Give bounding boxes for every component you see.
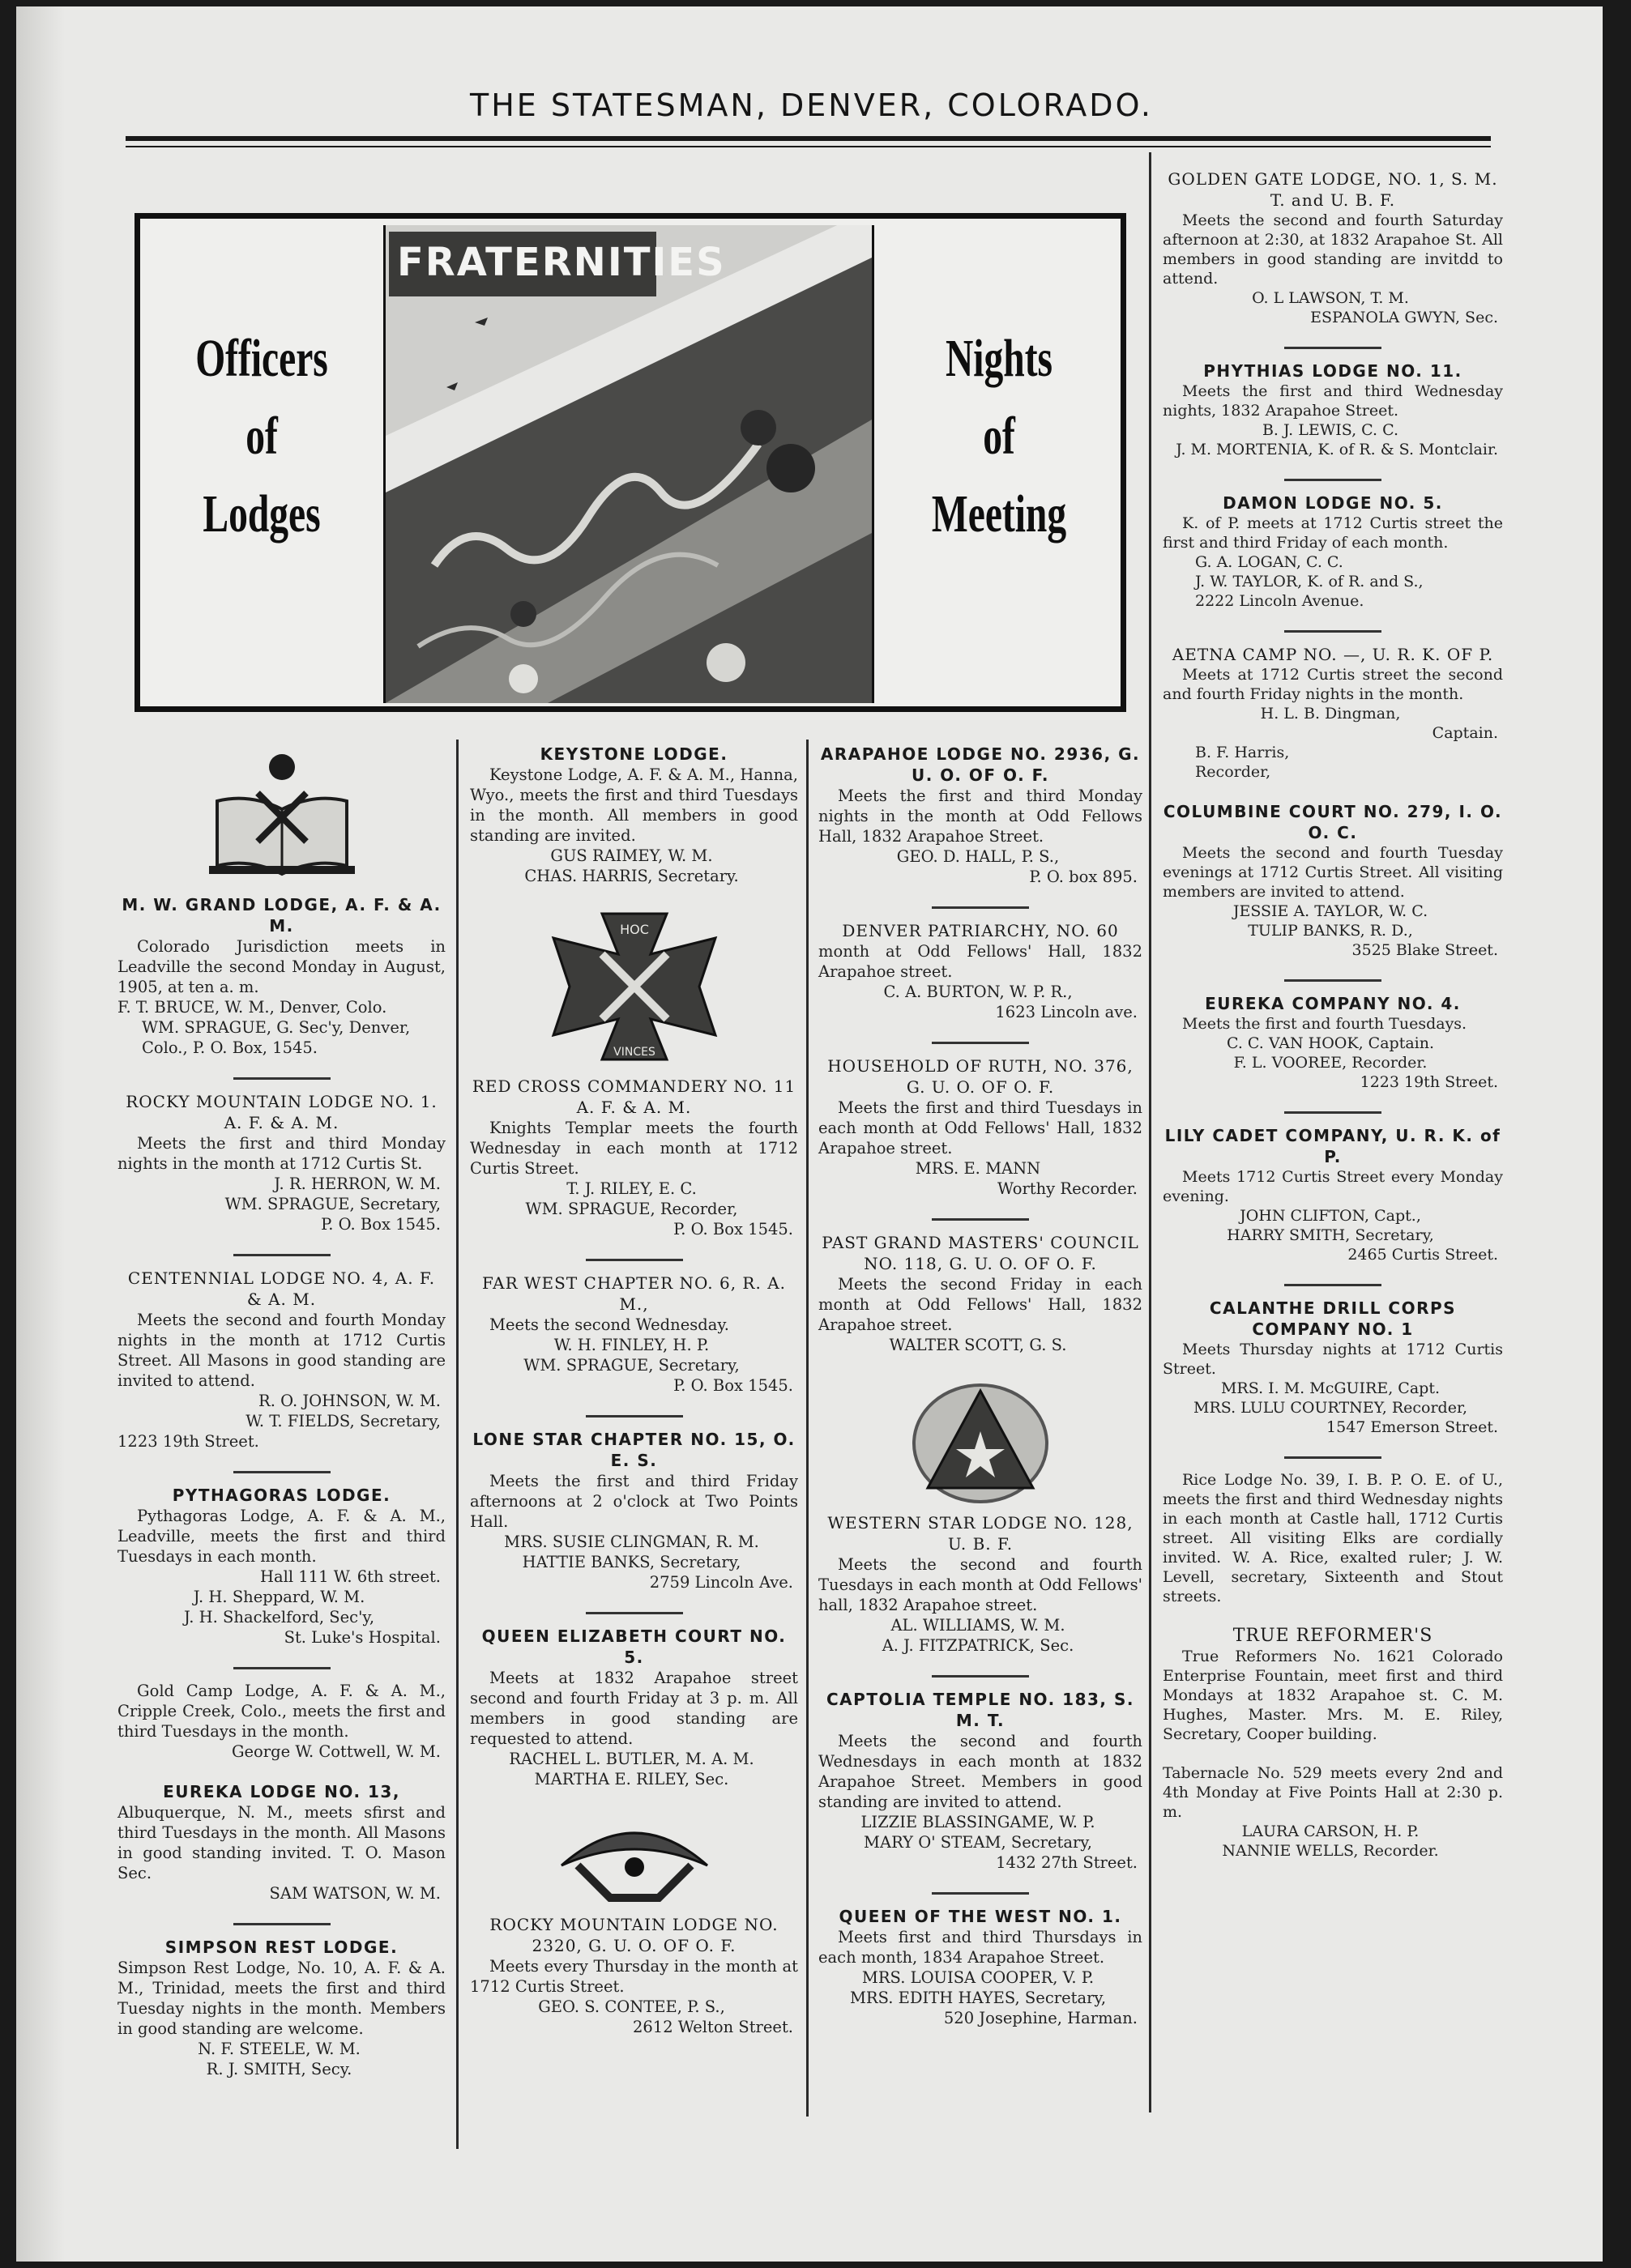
entry-queen-elizabeth-court: QUEEN ELIZABETH COURT NO. 5. Meets at 1832 Arapahoe street second and fourth Friday at 3 p. m. All members in good standing are requested to attend. RACHEL L. BUTLER, M. A. M. MARTHA E. RILEY, Sec. — [470, 1626, 798, 1788]
separator — [932, 1042, 1029, 1044]
column-3 — [818, 744, 1142, 2048]
entry-rice-lodge: Rice Lodge No. 39, I. B. P. O. E. of U., meets the first and third Wednesday nights in each month at Castle hall, 1712 Curtis street. All visiting Elks are cordially invited. W. A. Rice, exalted ruler; J. W. Levell, secretary, Sixteenth and Stout streets. — [1163, 1471, 1503, 1605]
column-2 — [470, 744, 798, 2057]
knights-templar-cross-emblem — [545, 906, 724, 1068]
svg-text:VINCES: VINCES — [613, 1046, 655, 1059]
entry-golden-gate-lodge: GOLDEN GATE LODGE, NO. 1, S. M. T. and U. B. F. Meets the second and fourth Saturday afternoon at 2:30, at 1832 Arapahoe St. All members in good standing are invitdd to attend. O. L LAWSON, T. M. ESPANOLA GWYN, Sec. — [1163, 169, 1503, 326]
entry-damon-lodge: DAMON LODGE NO. 5. K. of P. meets at 1712 Curtis street the first and third Friday of each month. G. A. LOGAN, C. C. J. W. TAYLOR, K. of R. and S., 2222 Lincoln Avenue. — [1163, 493, 1503, 610]
masonic-bible-emblem — [201, 744, 363, 886]
separator — [233, 1254, 331, 1256]
banner-left-text: Officers of Lodges — [195, 329, 328, 544]
entry-tabernacle: Tabernacle No. 529 meets every 2nd and 4th Monday at Five Points Hall at 2:30 p. m. LAURA CARSON, H. P. NANNIE WELLS, Recorder. — [1163, 1764, 1503, 1860]
separator — [586, 1415, 683, 1418]
entry-simpson-rest-lodge: SIMPSON REST LODGE. Simpson Rest Lodge, No. 10, A. F. & A. M., Trinidad, meets the first and third Tuesday nights in the month. Members in good standing are welcome. N. F. STEELE, W. M. R. J. SMITH, Secy. — [117, 1938, 446, 2078]
separator — [233, 1667, 331, 1669]
separator — [932, 1218, 1029, 1221]
separator — [932, 1892, 1029, 1895]
fraternities-banner — [134, 213, 1126, 712]
entry-eureka-company: EUREKA COMPANY NO. 4. Meets the first and fourth Tuesdays. C. C. VAN HOOK, Captain. F. L. VOOREE, Recorder. 1223 19th Street. — [1182, 994, 1498, 1091]
separator — [233, 1471, 331, 1473]
separator — [1284, 347, 1381, 349]
entry-keystone-lodge: KEYSTONE LODGE. Keystone Lodge, A. F. & A. M., Hanna, Wyo., meets the first and third Tuesdays in the month. All members in good standing are invited. GUS RAIMEY, W. M. CHAS. HARRIS, Secretary. — [470, 744, 798, 885]
entry-captolia-temple: CAPTOLIA TEMPLE NO. 183, S. M. T. Meets the second and fourth Wednesdays in each month at 1832 Arapahoe Street. Members in good standing are invited to attend. LIZZIE BLASSINGAME, W. P. MARY O' STEAM, Secretary, 1432 27th Street. — [818, 1690, 1142, 1872]
banner-right-text: Nights of Meeting — [931, 329, 1067, 544]
column-rule-3 — [1149, 152, 1151, 2112]
entry-rocky-mountain-lodge-2320: ROCKY MOUNTAIN LODGE NO. 2320, G. U. O. OF O. F. Meets every Thursday in the month at 1712 Curtis Street. GEO. S. CONTEE, P. S., 2612 Welton Street. — [470, 1915, 798, 2036]
entry-queen-of-the-west: QUEEN OF THE WEST NO. 1. Meets first and third Thursdays in each month, 1834 Arapahoe Street. MRS. LOUISA COOPER, V. P. MRS. EDITH HAYES, Secretary, 520 Josephine, Harman. — [818, 1907, 1142, 2027]
entry-far-west-chapter: FAR WEST CHAPTER NO. 6, R. A. M., Meets the second Wednesday. W. H. FINLEY, H. P. WM. SPRAGUE, Secretary, P. O. Box 1545. — [481, 1273, 793, 1395]
masthead-rule-thin — [126, 146, 1491, 147]
separator — [233, 1077, 331, 1080]
entry-calanthe-drill-corps: CALANTHE DRILL CORPS COMPANY NO. 1 Meets Thursday nights at 1712 Curtis Street. MRS. I. M. McGUIRE, Capt. MRS. LULU COURTNEY, Recorder, 1547 Emerson Street. — [1163, 1298, 1503, 1436]
entry-phythias-lodge: PHYTHIAS LODGE NO. 11. Meets the first and third Wednesday nights, 1832 Arapahoe Street. B. J. LEWIS, C. C. J. M. MORTENIA, K. of R. & S. Montclair. — [1163, 361, 1503, 458]
entry-arapahoe-lodge: ARAPAHOE LODGE NO. 2936, G. U. O. OF O. F. Meets the first and third Monday nights in the month at Odd Fellows Hall, 1832 Arapahoe Street. GEO. D. HALL, P. S., P. O. box 895. — [818, 744, 1142, 886]
masthead-rule — [126, 136, 1491, 141]
separator — [1284, 479, 1381, 481]
entry-household-of-ruth: HOUSEHOLD OF RUTH, NO. 376, G. U. O. OF O. F. Meets the first and third Tuesdays in each month at Odd Fellows' Hall, 1832 Arapahoe street. MRS. E. MANN Worthy Recorder. — [818, 1056, 1142, 1198]
separator — [1284, 1456, 1381, 1459]
column-rule-1 — [456, 740, 459, 2149]
banner-illustration — [383, 225, 874, 703]
separator — [1284, 630, 1381, 633]
masthead: THE STATESMAN, DENVER, COLORADO. — [470, 87, 1154, 123]
separator — [1284, 1284, 1381, 1286]
separator — [233, 1923, 331, 1925]
entry-lone-star-chapter: LONE STAR CHAPTER NO. 15, O. E. S. Meets the first and third Friday afternoons at 2 o'clock at Two Points Hall. MRS. SUSIE CLINGMAN, R. M. HATTIE BANKS, Secretary, 2759 Lincoln Ave. — [470, 1430, 798, 1592]
scan-shadow — [16, 6, 65, 2262]
banner-title: FRATERNITIES — [397, 240, 726, 285]
entry-centennial-lodge: CENTENNIAL LODGE NO. 4, A. F. & A. M. Meets the second and fourth Monday nights in the month at 1712 Curtis Street. All Masons in good standing are invited to attend. R. O. JOHNSON, W. M. W. T. FIELDS, Secretary, 1223 19th Street. — [117, 1268, 446, 1451]
entry-lily-cadet-company: LILY CADET COMPANY, U. R. K. of P. Meets 1712 Curtis Street every Monday evening. JOHN CLIFTON, Capt., HARRY SMITH, Secretary, 2465 Curtis Street. — [1163, 1126, 1503, 1264]
eastern-star-emblem — [907, 1375, 1053, 1504]
column-1 — [117, 740, 446, 2099]
entry-gold-camp-lodge: Gold Camp Lodge, A. F. & A. M., Cripple Creek, Colo., meets the first and third Tuesdays in the month. George W. Cottwell, W. M. — [117, 1682, 446, 1761]
entry-eureka-lodge: EUREKA LODGE NO. 13, Albuquerque, N. M., meets sfirst and third Tuesdays in the month. All Masons in good standing invited. T. O. Mason Sec. SAM WATSON, W. M. — [117, 1782, 446, 1903]
entry-past-grand-masters-council: PAST GRAND MASTERS' COUNCIL NO. 118, G. U. O. OF O. F. Meets the second Friday in each month at Odd Fellows' Hall, 1832 Arapahoe street. WALTER SCOTT, G. S. — [818, 1233, 1142, 1354]
entry-aetna-camp: AETNA CAMP NO. —, U. R. K. OF P. Meets at 1712 Curtis street the second and fourth Friday nights in the month. H. L. B. Dingman, Captain. B. F. Harris, Recorder, — [1163, 645, 1503, 781]
entry-true-reformers: TRUE REFORMER'S True Reformers No. 1621 Colorado Enterprise Fountain, meet first and third Mondays at 1832 Arapahoe st. C. M. Hughes, Master. Mrs. M. E. Riley, Secretary, Cooper building. — [1163, 1626, 1503, 1743]
separator — [586, 1259, 683, 1261]
entry-pythagoras-lodge: PYTHAGORAS LODGE. Pythagoras Lodge, A. F. & A. M., Leadville, meets the first and third Tuesdays in each month. Hall 111 W. 6th street. J. H. Sheppard, W. M. J. H. Shackelford, Sec'y, St. Luke's Hospital. — [117, 1486, 446, 1647]
odd-fellows-eye-emblem — [553, 1809, 715, 1906]
entry-grand-lodge: M. W. GRAND LODGE, A. F. & A. M. Colorado Jurisdiction meets in Leadville the second Monday in August, 1905, at ten a. m. F. T. BRUCE, W. M., Denver, Colo. WM. SPRAGUE, G. Sec'y, Denver, Colo., P. O. Box, 1545. — [117, 895, 446, 1057]
separator — [932, 1675, 1029, 1678]
entry-denver-patriarchy: DENVER PATRIARCHY, NO. 60 month at Odd Fellows' Hall, 1832 Arapahoe street. C. A. BURTON, W. P. R., 1623 Lincoln ave. — [818, 921, 1142, 1021]
entry-rocky-mountain-lodge: ROCKY MOUNTAIN LODGE NO. 1. A. F. & A. M. Meets the first and third Monday nights in the month at 1712 Curtis St. J. R. HERRON, W. M. WM. SPRAGUE, Secretary, P. O. Box 1545. — [117, 1092, 446, 1234]
separator — [1284, 979, 1381, 982]
separator — [1284, 1111, 1381, 1114]
separator — [932, 906, 1029, 909]
column-4 — [1163, 168, 1503, 1880]
entry-western-star-lodge: WESTERN STAR LODGE NO. 128, U. B. F. Meets the second and fourth Tuesdays in each month at Odd Fellows' hall, 1832 Arapahoe street. AL. WILLIAMS, W. M. A. J. FITZPATRICK, Sec. — [818, 1513, 1142, 1655]
newspaper-page — [16, 6, 1603, 2262]
cross-top-text: HOC — [619, 922, 649, 937]
entry-red-cross-commandery: RED CROSS COMMANDERY NO. 11 A. F. & A. M. Knights Templar meets the fourth Wednesday in each month at 1712 Curtis Street. T. J. RILEY, E. C. WM. SPRAGUE, Recorder, P. O. Box 1545. — [470, 1076, 798, 1238]
separator — [586, 1612, 683, 1614]
column-rule-2 — [806, 740, 809, 2117]
entry-columbine-court: COLUMBINE COURT NO. 279, I. O. O. C. Meets the second and fourth Tuesday evenings at 1712 Curtis Street. All visiting members are invited to attend. JESSIE A. TAYLOR, W. C. TULIP BANKS, R. D., 3525 Blake Street. — [1163, 802, 1503, 959]
